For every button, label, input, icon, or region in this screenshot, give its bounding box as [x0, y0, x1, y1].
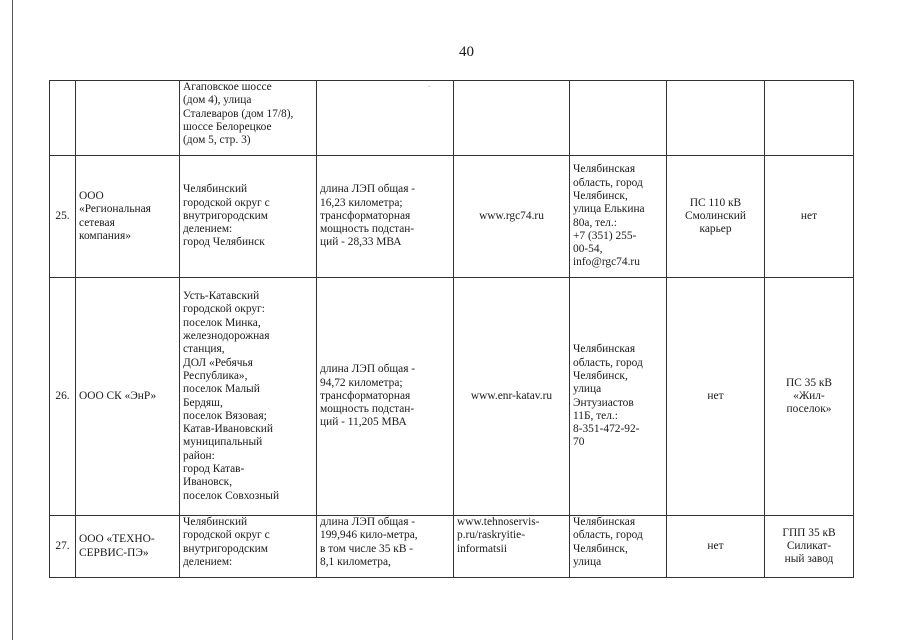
- table-row: [50, 516, 854, 578]
- cell-last: [765, 81, 854, 156]
- row-number: 27.: [50, 516, 76, 578]
- cell-website: [454, 81, 570, 156]
- organization-name: ООО «Региональная сетевая компания»: [76, 156, 180, 278]
- cell-contacts: [570, 81, 667, 156]
- contacts: Челябинская область, город Челябинск, улица Елькина 80а, тел.: +7 (351) 255- 00-54, info@rgc74.ru: [570, 156, 667, 278]
- network-specs: длина ЛЭП общая - 199,946 кило-метра, в том числе 35 кВ - 8,1 километра,: [317, 516, 454, 578]
- network-specs: длина ЛЭП общая - 94,72 километра; трансформаторная мощность подстан- ций - 11,205 МВА: [317, 278, 454, 516]
- cell-substation: [667, 81, 765, 156]
- table-row: [50, 156, 854, 278]
- substation: нет: [667, 278, 765, 516]
- cell-num: [50, 81, 76, 156]
- page-number: 40: [459, 44, 474, 60]
- territory: Челябинский городской округ с внутригородским делением:: [180, 516, 317, 578]
- website: www.tehnoservis- p.ru/raskryitie- informatsii: [454, 516, 570, 578]
- last-column: ГПП 35 кВ Силикат- ный завод: [765, 516, 854, 578]
- contacts: Челябинская область, город Челябинск, улица Энтузиастов 11Б, тел.: 8-351-472-92- 70: [570, 278, 667, 516]
- website: www.rgc74.ru: [454, 156, 570, 278]
- cell-org: [76, 81, 180, 156]
- row-number: 26.: [50, 278, 76, 516]
- substation: нет: [667, 516, 765, 578]
- contacts: Челябинская область, город Челябинск, улица: [570, 516, 667, 578]
- row-number: 25.: [50, 156, 76, 278]
- cell-specs: [317, 81, 454, 156]
- organization-name: ООО «ТЕХНО- СЕРВИС-ПЭ»: [76, 516, 180, 578]
- organization-name: ООО СК «ЭнР»: [76, 278, 180, 516]
- left-margin-rule: [12, 0, 13, 640]
- website: www.enr-katav.ru: [454, 278, 570, 516]
- substation: ПС 110 кВ Смолинский карьер: [667, 156, 765, 278]
- faint-mark: ·: [427, 81, 431, 93]
- table-row: [50, 278, 854, 516]
- organizations-table: [49, 80, 854, 578]
- territory: Челябинский городской округ с внутригородским делением: город Челябинск: [180, 156, 317, 278]
- territory: Усть-Катавский городской округ: поселок Минка, железнодорожная станция, ДОЛ «Ребячья Республика», поселок Малый Бердяш, поселок Вязовая; Катав-Ивановский муниципальный район: город Катав- Ивановск, поселок Совхозный: [180, 278, 317, 516]
- cell-territory: Агаповское шоссе (дом 4), улица Сталеваров (дом 17/8), шоссе Белорецкое (дом 5, стр. 3): [180, 81, 317, 156]
- last-column: ПС 35 кВ «Жил- поселок»: [765, 278, 854, 516]
- last-column: нет: [765, 156, 854, 278]
- network-specs: длина ЛЭП общая - 16,23 километра; трансформаторная мощность подстан- ций - 28,33 МВА: [317, 156, 454, 278]
- table-row-continuation: [50, 81, 854, 156]
